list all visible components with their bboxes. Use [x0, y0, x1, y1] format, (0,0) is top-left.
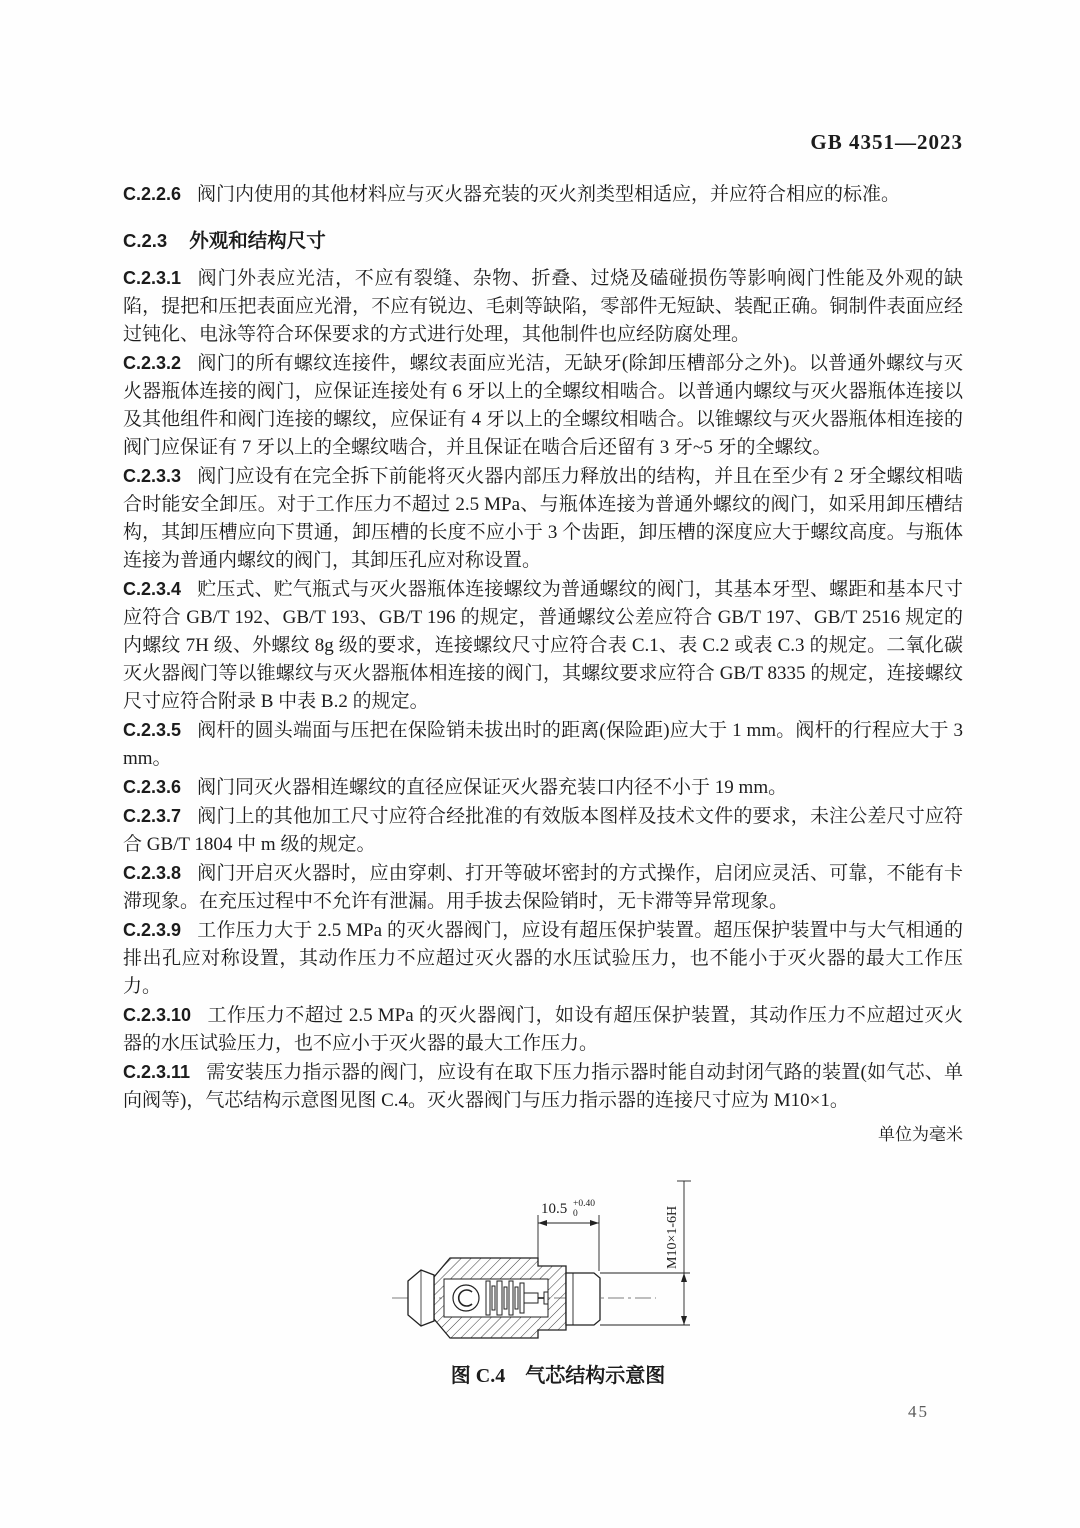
- figure-caption: 图 C.4 气芯结构示意图: [450, 1365, 666, 1387]
- clause-number: C.2.3.3: [123, 466, 182, 486]
- clause-text: 阀门开启灭火器时，应由穿刺、打开等破坏密封的方式操作，启闭应灵活、可靠，不能有卡滞现象。在充压过程中不允许有泄漏。用手拔去保险销时，无卡滞等异常现象。: [123, 863, 963, 912]
- thread-size-label: M10×1-6H: [665, 1205, 680, 1269]
- clause-paragraph: [123, 462, 963, 575]
- section-title: 外观和结构尺寸: [189, 231, 326, 252]
- clause-text: 阀门上的其他加工尺寸应符合经批准的有效版本图样及技术文件的要求，未注公差尺寸应符合 GB/T 1804 中 m 级的规定。: [123, 806, 963, 855]
- figure-unit-note: 单位为毫米: [878, 1125, 963, 1144]
- clause-number: C.2.3.7: [123, 806, 182, 826]
- dim-tolerance-lower: 0: [573, 1209, 578, 1219]
- clause-number: C.2.3.5: [123, 720, 182, 740]
- pin-head: [544, 1292, 548, 1304]
- clause-paragraph: [123, 1001, 963, 1058]
- clause-paragraph: [123, 716, 963, 773]
- clause-paragraph: [123, 916, 963, 1001]
- valve-core-diagram: [388, 1153, 728, 1348]
- standard-number-header: GB 4351—2023: [810, 130, 963, 154]
- page-number: 45: [908, 1402, 929, 1421]
- clause-text: 阀门同灭火器相连螺纹的直径应保证灭火器充装口内径不小于 19 mm。: [197, 777, 788, 798]
- clause-paragraph: [123, 1058, 963, 1115]
- clause-number: C.2.3.1: [123, 268, 182, 288]
- ball-element: [453, 1285, 479, 1311]
- clause-text: 工作压力不超过 2.5 MPa 的灭火器阀门，如设有超压保护装置，其动作压力不应超过灭火器的水压试验压力，也不应小于灭火器的最大工作压力。: [123, 1005, 963, 1054]
- threaded-cap: [566, 1273, 600, 1325]
- clause-paragraph: [123, 349, 963, 462]
- clause-paragraph: [123, 264, 963, 349]
- clause-paragraph: [123, 180, 963, 209]
- clause-paragraph: [123, 773, 963, 802]
- dim-value-label: 10.5: [541, 1201, 568, 1217]
- clause-number: C.2.2.6: [123, 184, 182, 204]
- clause-number: C.2.3.6: [123, 777, 182, 797]
- clause-number: C.2.3.2: [123, 353, 182, 373]
- dim-tolerance-upper: +0.40: [573, 1199, 595, 1209]
- clause-text: 阀门应设有在完全拆下前能将灭火器内部压力释放出的结构，并且在至少有 2 牙全螺纹相啮合时能安全卸压。对于工作压力不超过 2.5 MPa、与瓶体连接为普通外螺纹的阀门，如采用卸压槽结构，其卸压槽应向下贯通，卸压槽的长度不应小于 3 个齿距，卸压槽的深度应大于螺纹高度。与瓶体连接为普通内螺纹的阀门，其卸压孔应对称设置。: [123, 466, 963, 571]
- clause-paragraph: [123, 575, 963, 716]
- clause-paragraph: [123, 859, 963, 916]
- figure-c4: [388, 1153, 728, 1353]
- clause-text: 阀杆的圆头端面与压把在保险销未拔出时的距离(保险距)应大于 1 mm。阀杆的行程应大于 3 mm。: [123, 720, 963, 769]
- page-content: [123, 180, 963, 1388]
- clause-text: 阀门外表应光洁，不应有裂缝、杂物、折叠、过烧及磕碰损伤等影响阀门性能及外观的缺陷，提把和压把表面应光滑，不应有锐边、毛刺等缺陷，零部件无短缺、装配正确。铜制件表面应经过钝化、电泳等符合环保要求的方式进行处理，其他制件也应经防腐处理。: [123, 268, 963, 345]
- dimension-10-5: [538, 1215, 599, 1271]
- section-heading: [123, 227, 963, 256]
- section-number: C.2.3: [123, 230, 168, 251]
- clause-text: 需安装压力指示器的阀门，应设有在取下压力指示器时能自动封闭气路的装置(如气芯、单向阀等)，气芯结构示意图见图 C.4。灭火器阀门与压力指示器的连接尺寸应为 M10×1。: [123, 1062, 963, 1111]
- clause-text: 工作压力大于 2.5 MPa 的灭火器阀门，应设有超压保护装置。超压保护装置中与大气相通的排出孔应对称设置，其动作压力不应超过灭火器的水压试验压力，也不能小于灭火器的最大工作压力。: [123, 920, 963, 997]
- clause-number: C.2.3.4: [123, 579, 182, 599]
- clause-number: C.2.3.10: [123, 1005, 192, 1025]
- clause-text: 阀门内使用的其他材料应与灭火器充装的灭火剂类型相适应，并应符合相应的标准。: [197, 184, 901, 205]
- clause-text: 阀门的所有螺纹连接件，螺纹表面应光洁，无缺牙(除卸压槽部分之外)。以普通外螺纹与灭火器瓶体连接的阀门，应保证连接处有 6 牙以上的全螺纹相啮合。以普通内螺纹与灭火器瓶体连接以及其他组件和阀门连接的螺纹，应保证有 4 牙以上的全螺纹相啮合。以锥螺纹与灭火器瓶体相连接的阀门应保证有 7 牙以上的全螺纹啮合，并且保证在啮合后还留有 3 牙~5 牙的全螺纹。: [123, 353, 963, 458]
- clause-number: C.2.3.9: [123, 920, 182, 940]
- valve-stem: [524, 1293, 538, 1303]
- clause-number: C.2.3.8: [123, 863, 182, 883]
- clause-text: 贮压式、贮气瓶式与灭火器瓶体连接螺纹为普通螺纹的阀门，其基本牙型、螺距和基本尺寸应符合 GB/T 192、GB/T 193、GB/T 196 的规定，普通螺纹公差应符合 GB/T 197、GB/T 2516 规定的内螺纹 7H 级、外螺纹 8g 级的要求，连接螺纹尺寸应符合表 C.1、表 C.2 或表 C.3 的规定。二氧化碳灭火器阀门等以锥螺纹与灭火器瓶体相连接的阀门，其螺纹要求应符合 GB/T 8335 的规定，连接螺纹尺寸应符合附录 B 中表 B.2 的规定。: [123, 579, 963, 712]
- clause-number: C.2.3.11: [123, 1062, 191, 1082]
- clause-paragraph: [123, 802, 963, 859]
